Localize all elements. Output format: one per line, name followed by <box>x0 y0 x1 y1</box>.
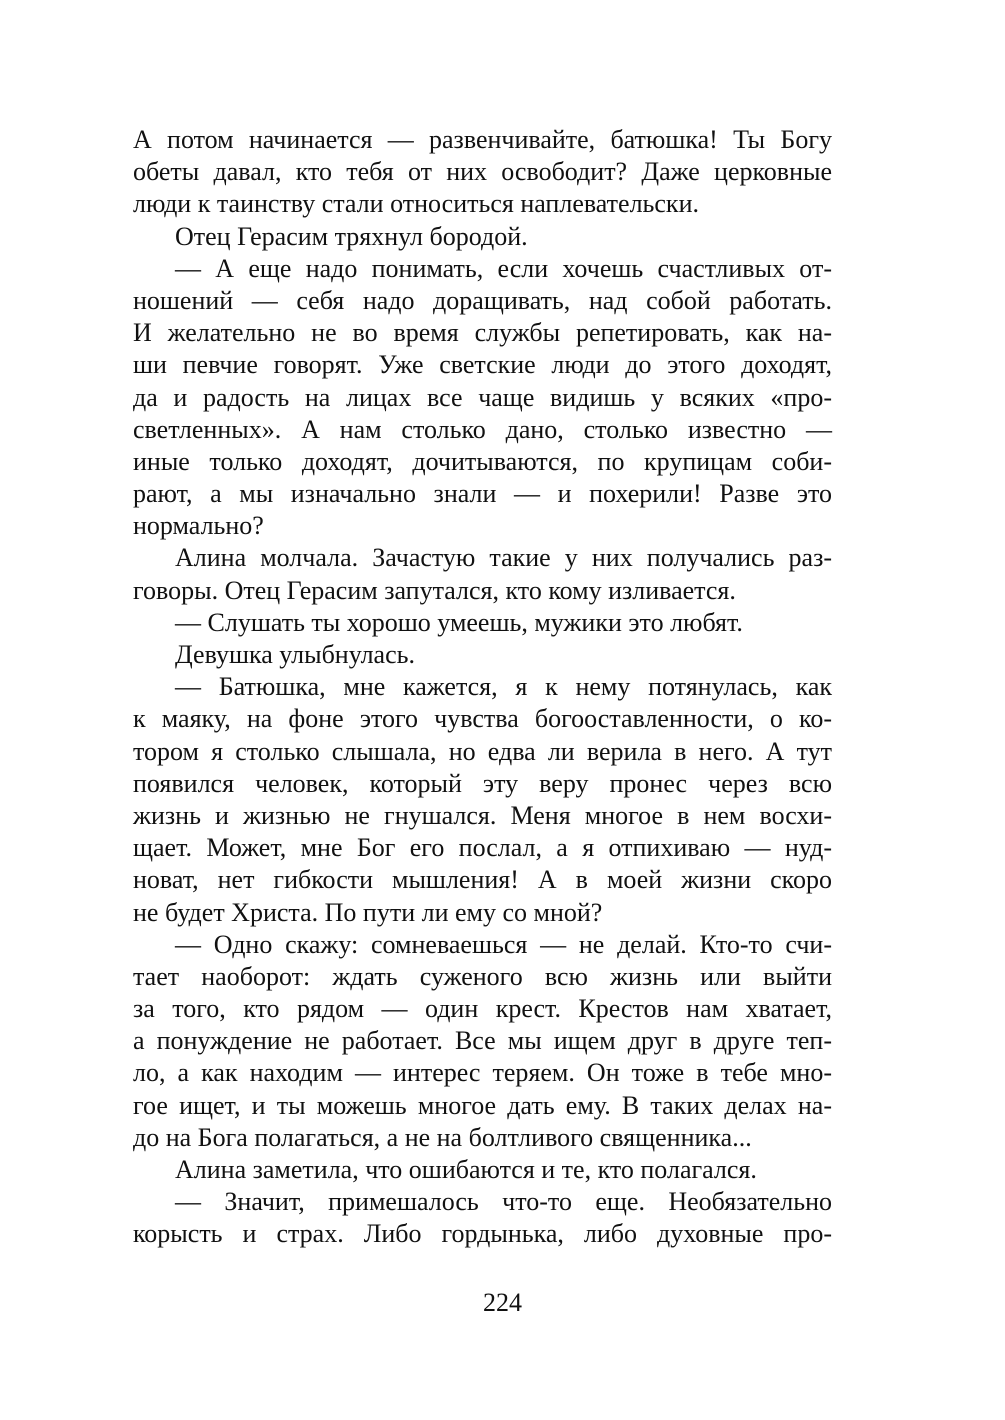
text-line: — Одно скажу: сомневаешься — не делай. Кто-то счи- <box>175 929 832 959</box>
text-line: ши певчие говорят. Уже светские люди до этого доходят, <box>133 350 832 380</box>
body-text <box>133 124 832 1251</box>
text-line: не будет Христа. По пути ли ему со мной? <box>133 897 603 927</box>
text-line: иные только доходят, дочитываются, по крупицам соби- <box>133 446 832 476</box>
text-line: Отец Герасим тряхнул бородой. <box>175 221 528 251</box>
text-line: светленных». А нам столько дано, столько известно — <box>133 414 832 444</box>
text-line: Девушка улыбнулась. <box>175 640 415 669</box>
text-line: Алина заметила, что ошибаются и те, кто полагался. <box>175 1155 757 1184</box>
text-line: — Значит, примешалось что-то еще. Необязательно <box>175 1187 832 1217</box>
text-line: да и радость на лицах все чаще видишь у всяких «про- <box>133 382 832 412</box>
text-line: рают, а мы изначально знали — и похерили! Разве это <box>133 479 832 509</box>
text-line: тает наоборот: ждать суженого всю жизнь или выйти <box>133 961 832 991</box>
text-line: обеты давал, кто тебя от них освободит? Даже церковные <box>133 157 832 187</box>
text-line: И желательно не во время службы репетировать, как на- <box>133 318 832 348</box>
text-line: нормально? <box>133 511 264 541</box>
text-line: люди к таинству стали относиться наплевательски. <box>133 189 699 219</box>
text-line: жизнь и жизнью не гнушался. Меня многое в нем восхи- <box>133 800 832 830</box>
text-line: корысть и страх. Либо гордынька, либо духовные про- <box>133 1219 832 1249</box>
text-line: — Слушать ты хорошо умеешь, мужики это любят. <box>175 607 743 637</box>
text-line: к маяку, на фоне этого чувства богооставленности, о ко- <box>133 704 832 734</box>
text-line: а понуждение не работает. Все мы ищем друг в друге теп- <box>133 1026 832 1056</box>
text-line: — А еще надо понимать, если хочешь счастливых от- <box>175 253 832 283</box>
text-line: — Батюшка, мне кажется, я к нему потянулась, как <box>175 672 832 702</box>
text-line: новат, нет гибкости мышления! А в моей жизни скоро <box>133 865 832 895</box>
text-line: тором я столько слышала, но едва ли верила в него. А тут <box>133 736 832 766</box>
text-line: ло, а как находим — интерес теряем. Он тоже в тебе мно- <box>133 1058 832 1088</box>
text-line: гое ищет, и ты можешь многое дать ему. В таких делах на- <box>133 1090 832 1120</box>
text-line: А потом начинается — развенчивайте, батюшка! Ты Богу <box>133 125 832 154</box>
text-line: ношений — себя надо доращивать, над собой работать. <box>133 285 832 315</box>
text-line: до на Бога полагаться, а не на болтливого священника... <box>133 1122 752 1152</box>
text-line: за того, кто рядом — один крест. Крестов нам хватает, <box>133 994 832 1024</box>
text-line: Алина молчала. Зачастую такие у них получались раз- <box>175 543 832 573</box>
text-line: говоры. Отец Герасим запутался, кто кому изливается. <box>133 575 736 605</box>
text-line: появился человек, который эту веру пронес через всю <box>133 768 832 798</box>
page-number: 224 <box>483 1288 522 1317</box>
text-line: щает. Может, мне Бог его послал, а я отпихиваю — нуд- <box>133 833 832 863</box>
